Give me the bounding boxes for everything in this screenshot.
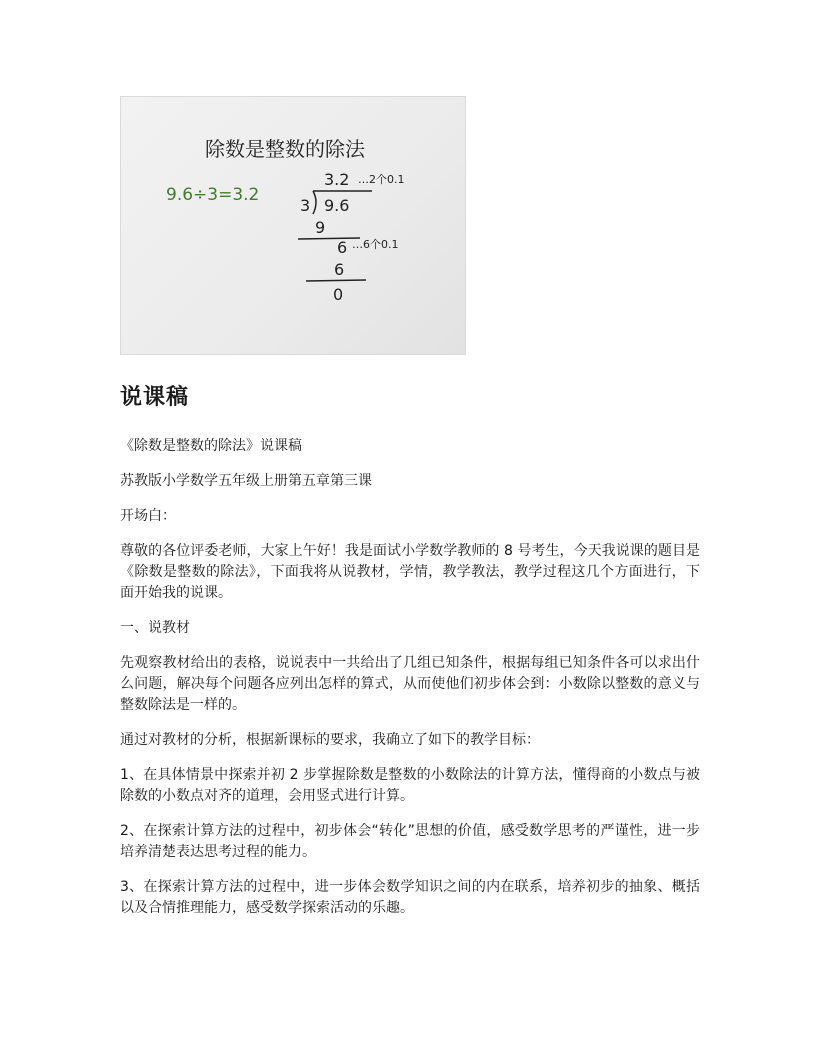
photo-remainder1-note: …6个0.1 [352,238,399,251]
paragraph: 1、在具体情景中探索并初 2 步掌握除数是整数的小数除法的计算方法，懂得商的小数点与被除数的小数点对齐的道理，会用竖式进行计算。 [120,767,700,804]
paragraph: 尊敬的各位评委老师，大家上午好！我是面试小学数学教师的 8 号考生，今天我说课的题目是《除数是整数的除法》，下面我将从说教材，学情，教学教法，教学过程这几个方面进行，下面开始我的说课。 [120,543,700,601]
photo-title: 除数是整数的除法 [205,137,365,161]
photo-equation: 9.6÷3=3.2 [166,185,260,205]
paragraph: 一、说教材 [120,620,190,636]
photo-step2: 6 [334,260,345,279]
division-bracket [313,191,316,214]
paragraph: 《除数是整数的除法》说课稿 [120,438,302,454]
photo-step1: 9 [315,218,326,237]
document-body [120,436,700,933]
paragraph: 通过对教材的分析，根据新课标的要求，我确立了如下的教学目标： [120,732,540,748]
paragraph: 先观察教材给出的表格，说说表中一共给出了几组已知条件，根据每组已知条件各可以求出什么问题，解决每个问题各应列出怎样的算式，从而使他们初步体会到：小数除以整数的意义与整数除法是一样的。 [120,655,700,713]
photo-quotient: 3.2 [324,170,350,189]
handwritten-division-drawing [120,96,466,355]
page-heading: 说课稿 [120,385,190,410]
photo-remainder1: 6 [337,238,348,257]
paragraph: 3、在探索计算方法的过程中，进一步体会数学知识之间的内在联系，培养初步的抽象、概括以及合情推理能力，感受数学探索活动的乐趣。 [120,879,700,916]
step2-line [306,280,366,281]
photo-divisor: 3 [300,196,311,215]
step1-line [298,238,360,239]
photo-final: 0 [333,285,344,304]
photo-quotient-note: …2个0.1 [358,173,405,186]
paragraph: 2、在探索计算方法的过程中，初步体会“转化”思想的价值，感受数学思考的严谨性，进一步培养清楚表达思考过程的能力。 [120,823,700,860]
paragraph: 苏教版小学数学五年级上册第五章第三课 [120,473,372,489]
handwritten-photo [120,96,466,355]
paragraph: 开场白： [120,508,176,524]
photo-dividend: 9.6 [324,196,350,215]
